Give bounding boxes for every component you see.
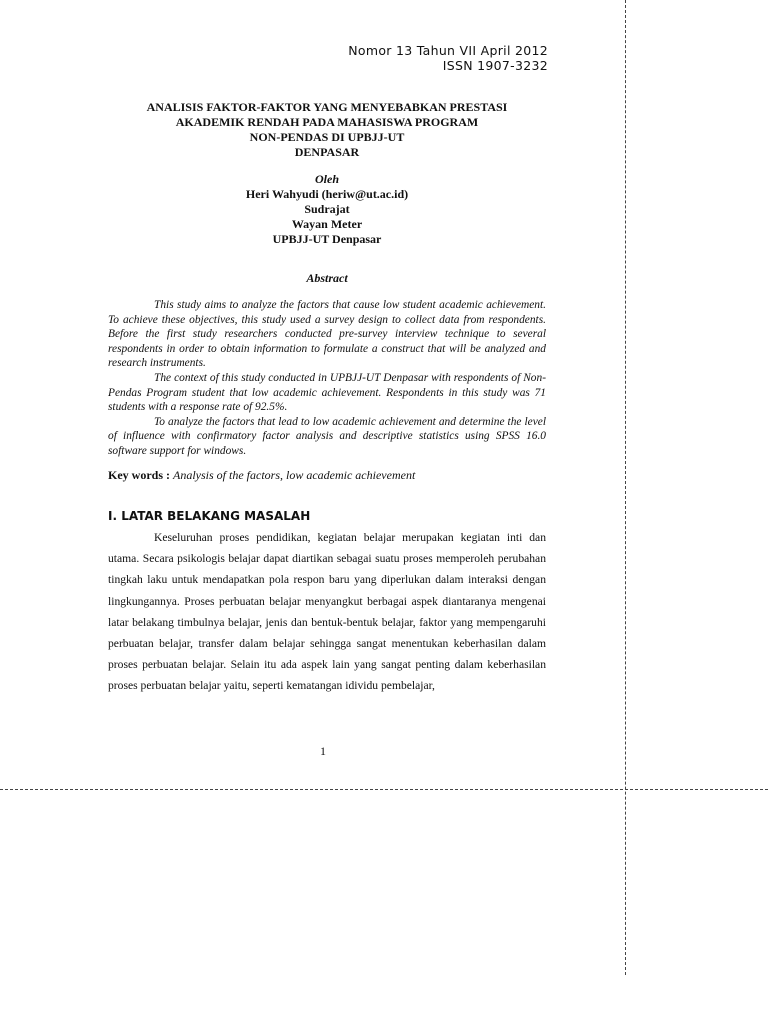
page-number: 1 xyxy=(320,744,326,758)
author-line: Sudrajat xyxy=(304,202,350,216)
title-line: NON-PENDAS DI UPBJJ-UT xyxy=(249,130,405,144)
issue-line: Nomor 13 Tahun VII April 2012 xyxy=(348,43,548,58)
author-line: Wayan Meter xyxy=(291,217,363,231)
journal-header xyxy=(348,43,548,73)
page-boundary-vertical xyxy=(625,0,626,975)
title-line: DENPASAR xyxy=(294,145,360,159)
paper-title xyxy=(108,100,546,160)
author-line: Heri Wahyudi (heriw@ut.ac.id) xyxy=(245,187,409,201)
title-line: ANALISIS FAKTOR-FAKTOR YANG MENYEBABKAN PRESTASI xyxy=(146,100,508,114)
keywords xyxy=(108,468,546,483)
keywords-label: Key words : xyxy=(108,468,170,482)
body-paragraph: Keseluruhan proses pendidikan, kegiatan belajar merupakan kegiatan inti dan utama. Secara psikologis belajar dapat diartikan sebagai suatu proses memperoleh perubahan tingkah laku untuk mendapatkan pola respon baru yang diperlukan dalam interaksi dengan lingkungannya. Proses perbuatan belajar menyangkut berbagai aspek diantaranya mengenai latar belakang timbulnya belajar, jenis dan bentuk-bentuk belajar, faktor yang mempengaruhi perbuatan belajar, transfer dalam belajar sehingga sangat menentukan keberhasilan dalam proses perbuatan belajar. Selain itu ada aspek lain yang sangat penting dalam keberhasilan proses perbuatan belajar yaitu, seperti kematangan idividu pembelajar, xyxy=(108,531,546,693)
section-heading: I. LATAR BELAKANG MASALAH xyxy=(108,509,311,523)
abstract-paragraph: This study aims to analyze the factors that cause low student academic achievement. To achieve these objectives, this study used a survey design to collect data from respondents. Before the first study researchers conducted pre-survey interview technique to several respondents in order to obtain information to formulate a construct that will be analyzed and research instruments. xyxy=(108,299,546,370)
byline xyxy=(108,172,546,247)
page-boundary-horizontal xyxy=(0,789,768,790)
affiliation-line: UPBJJ-UT Denpasar xyxy=(272,232,382,246)
keywords-value: Analysis of the factors, low academic achievement xyxy=(173,468,416,482)
abstract-paragraph: The context of this study conducted in UPBJJ-UT Denpasar with respondents of Non-Pendas Program student that low academic achievement. Respondents in this study was 71 students with a response rate of 92.5%. xyxy=(108,371,546,414)
title-line: AKADEMIK RENDAH PADA MAHASISWA PROGRAM xyxy=(175,115,479,129)
abstract-body xyxy=(108,298,546,459)
oleh-label: Oleh xyxy=(315,172,339,186)
abstract-paragraph: To analyze the factors that lead to low academic achievement and determine the level of influence with confirmatory factor analysis and descriptive statistics using SPSS 16.0 software support for windows. xyxy=(108,415,546,457)
abstract-heading: Abstract xyxy=(306,271,348,285)
issn-line: ISSN 1907-3232 xyxy=(442,58,548,73)
